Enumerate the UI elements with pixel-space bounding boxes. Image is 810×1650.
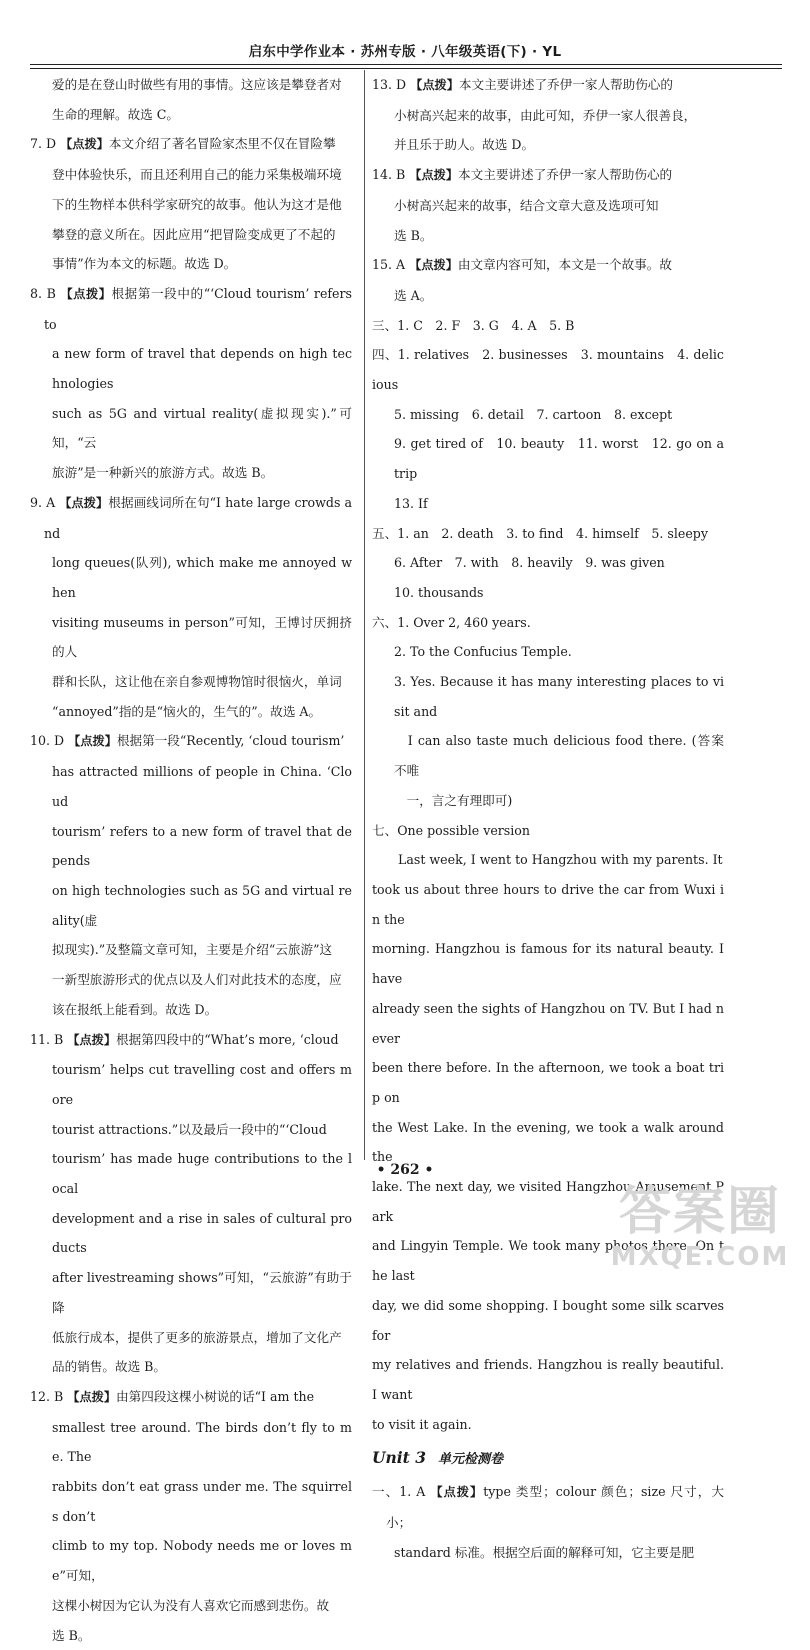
line-text: 本文介绍了著名冒险家杰里不仅在冒险攀 bbox=[108, 136, 336, 152]
text-line bbox=[372, 130, 724, 160]
text-line bbox=[30, 548, 352, 607]
line-text: 群和长队，这让他在亲自参观博物馆时很恼火，单词 bbox=[52, 674, 342, 690]
line-text: 13. If bbox=[394, 495, 428, 511]
hint-tag: 【点拨】 bbox=[59, 495, 109, 510]
line-text: 一，言之有理即可) bbox=[394, 792, 513, 808]
text-line bbox=[30, 1413, 352, 1472]
text-line bbox=[30, 100, 352, 130]
line-text: tourism’ helps cut travelling cost and offers more bbox=[52, 1062, 352, 1107]
text-line bbox=[372, 1350, 724, 1409]
hint-tag: 【点拨】 bbox=[68, 734, 117, 749]
text-line bbox=[30, 399, 352, 458]
page-number: • 262 • bbox=[376, 1162, 434, 1178]
text-line bbox=[30, 1025, 352, 1056]
line-text: lake. The next day, we visited Hangzhou Amusement Park bbox=[372, 1179, 724, 1224]
text-line bbox=[372, 875, 724, 934]
line-text: has attracted millions of people in China. ‘Cloud bbox=[52, 764, 352, 809]
text-line bbox=[372, 578, 724, 608]
right-column bbox=[372, 70, 724, 1567]
line-text: took us about three hours to drive the car from Wuxi in the bbox=[372, 881, 724, 927]
text-line bbox=[372, 429, 724, 488]
text-line bbox=[372, 548, 724, 578]
hint-tag: 【点拨】 bbox=[409, 258, 458, 273]
text-line bbox=[372, 845, 724, 875]
line-text: standard 标准。根据空后面的解释可知，它主要是肥 bbox=[394, 1544, 695, 1560]
line-text: 攀登的意义所在。因此应用“把冒险变成更了不起的 bbox=[52, 226, 336, 242]
line-text: smallest tree around. The birds don’t fly to me. The bbox=[52, 1419, 352, 1465]
text-line bbox=[372, 934, 724, 993]
line-text: 四、1. relatives 2. businesses 3. mountains 4. delicious bbox=[372, 347, 724, 393]
line-text: 品的销售。故选 B。 bbox=[52, 1359, 167, 1375]
text-line bbox=[30, 1472, 352, 1531]
unit-title: Unit 3 bbox=[372, 1448, 427, 1468]
text-line bbox=[372, 816, 724, 846]
text-line bbox=[372, 994, 724, 1053]
line-text: 选 B。 bbox=[394, 227, 433, 243]
text-line bbox=[30, 995, 352, 1025]
line-text: my relatives and friends. Hangzhou is really beautiful. I want bbox=[372, 1357, 724, 1402]
line-text: 这棵小树因为它认为没有人喜欢它而感到悲伤。故 bbox=[52, 1597, 330, 1613]
text-line bbox=[30, 279, 352, 339]
text-line bbox=[372, 786, 724, 816]
question-number: 一、1. A bbox=[372, 1484, 431, 1500]
line-text: 2. To the Confucius Temple. bbox=[394, 644, 572, 660]
text-line bbox=[30, 1621, 352, 1650]
question-number: 9. A bbox=[30, 494, 60, 510]
line-text: 本文主要讲述了乔伊一家人帮助伤心的 bbox=[458, 77, 673, 92]
text-line bbox=[30, 608, 352, 667]
question-number: 13. D bbox=[372, 77, 411, 92]
text-line bbox=[30, 488, 352, 548]
line-text: 七、One possible version bbox=[372, 822, 530, 838]
watermark-url: MXQE.COM bbox=[610, 1242, 790, 1272]
line-text: development and a rise in sales of cultural products bbox=[52, 1210, 352, 1256]
text-line bbox=[30, 1382, 352, 1413]
line-text: a new form of travel that depends on high technologies bbox=[52, 346, 352, 392]
hint-tag: 【点拨】 bbox=[67, 1389, 117, 1404]
watermark-logo bbox=[600, 1182, 800, 1278]
unit-heading bbox=[372, 1441, 724, 1477]
line-text: the West Lake. In the evening, we took a walk around the bbox=[372, 1119, 724, 1165]
header-rule-thin bbox=[30, 68, 782, 69]
question-number: 14. B bbox=[372, 167, 410, 183]
line-text: 拟现实).”及整篇文章可知，主要是介绍“云旅游”这 bbox=[52, 942, 333, 958]
hint-tag: 【点拨】 bbox=[67, 1032, 117, 1047]
line-text: 10. thousands bbox=[394, 584, 484, 600]
hint-tag: 【点拨】 bbox=[409, 168, 459, 183]
text-line bbox=[372, 281, 724, 311]
line-text: 登中体验快乐，而且还利用自己的能力采集极端环境 bbox=[52, 167, 342, 183]
line-text: 根据画线词所在句“I hate large crowds and bbox=[44, 494, 352, 541]
text-line bbox=[372, 101, 724, 131]
line-text: 5. missing 6. detail 7. cartoon 8. except bbox=[394, 406, 673, 422]
line-text: climb to my top. Nobody needs me or loves me”可知， bbox=[52, 1538, 352, 1584]
text-line bbox=[372, 70, 724, 101]
text-line bbox=[30, 935, 352, 965]
line-text: visiting museums in person”可知，王博讨厌拥挤的人 bbox=[52, 614, 352, 660]
text-line bbox=[30, 1204, 352, 1263]
text-line bbox=[30, 1591, 352, 1621]
text-line bbox=[30, 1115, 352, 1145]
line-text: 选 A。 bbox=[394, 287, 433, 303]
line-text: 六、1. Over 2, 460 years. bbox=[372, 614, 531, 630]
line-text: 五、1. an 2. death 3. to find 4. himself 5. sleepy bbox=[372, 525, 708, 541]
line-text: 由文章内容可知，本文是一个故事。故 bbox=[457, 257, 672, 273]
question-number: 12. B bbox=[30, 1388, 68, 1404]
line-text: rabbits don’t eat grass under me. The squirrels don’t bbox=[52, 1479, 352, 1524]
text-line bbox=[30, 876, 352, 935]
unit-subtitle: 单元检测卷 bbox=[438, 1452, 504, 1468]
text-line bbox=[30, 1263, 352, 1322]
text-line bbox=[372, 250, 724, 281]
line-text: been there before. In the afternoon, we took a boat trip on bbox=[372, 1060, 724, 1105]
line-text: 一新型旅游形式的优点以及人们对此技术的态度，应 bbox=[52, 972, 342, 988]
line-text: and Lingyin Temple. We took many photos there. On the last bbox=[372, 1238, 724, 1284]
line-text: 6. After 7. with 8. heavily 9. was given bbox=[394, 555, 665, 571]
line-text: 选 B。 bbox=[52, 1627, 91, 1643]
line-text: 9. get tired of 10. beauty 11. worst 12. go on a trip bbox=[394, 436, 724, 482]
text-line bbox=[30, 249, 352, 279]
text-line bbox=[30, 965, 352, 995]
text-line bbox=[372, 637, 724, 667]
line-text: 小树高兴起来的故事，由此可知，乔伊一家人很善良， bbox=[394, 107, 697, 123]
question-number: 10. D bbox=[30, 733, 69, 749]
text-line bbox=[372, 1477, 724, 1537]
text-line bbox=[372, 400, 724, 430]
unit-answers bbox=[372, 1477, 724, 1567]
text-line bbox=[372, 1410, 724, 1440]
line-text: tourism’ has made huge contributions to the local bbox=[52, 1151, 352, 1197]
line-text: day, we did some shopping. I bought some silk scarves for bbox=[372, 1297, 724, 1343]
text-line bbox=[30, 458, 352, 488]
hint-tag: 【点拨】 bbox=[430, 1485, 484, 1500]
line-text: 事情”作为本文的标题。故选 D。 bbox=[52, 256, 237, 272]
text-line bbox=[372, 160, 724, 191]
line-text: morning. Hangzhou is famous for its natural beauty. I have bbox=[372, 941, 724, 987]
line-text: 由第四段这棵小树说的话“I am the bbox=[116, 1388, 315, 1404]
line-text: 并且乐于助人。故选 D。 bbox=[394, 137, 535, 153]
text-line bbox=[30, 190, 352, 220]
line-text: 低旅行成本，提供了更多的旅游景点，增加了文化产 bbox=[52, 1329, 342, 1345]
line-text: such as 5G and virtual reality(虚拟现实).”可知，“云 bbox=[52, 405, 352, 451]
text-line bbox=[30, 817, 352, 876]
text-line bbox=[30, 1352, 352, 1382]
text-line bbox=[372, 608, 724, 638]
line-text: tourism’ refers to a new form of travel that depends bbox=[52, 823, 352, 869]
line-text: 爱的是在登山时做些有用的事情。这应该是攀登者对 bbox=[52, 77, 342, 92]
question-number: 15. A bbox=[372, 257, 410, 273]
line-text: already seen the sights of Hangzhou on TV. But I had never bbox=[372, 1000, 724, 1046]
line-text: type 类型；colour 颜色；size 尺寸，大小； bbox=[386, 1484, 725, 1531]
question-number: 7. D bbox=[30, 136, 61, 152]
text-line bbox=[30, 757, 352, 816]
text-line bbox=[30, 129, 352, 160]
line-text: 该在报纸上能看到。故选 D。 bbox=[52, 1001, 218, 1017]
line-text: 生命的理解。故选 C。 bbox=[52, 106, 179, 122]
text-line bbox=[372, 726, 724, 785]
text-line bbox=[372, 1538, 724, 1568]
text-line bbox=[30, 1055, 352, 1114]
line-text: 三、1. C 2. F 3. G 4. A 5. B bbox=[372, 317, 575, 333]
line-text: I can also taste much delicious food there. (答案不唯 bbox=[394, 733, 724, 779]
text-line bbox=[372, 191, 724, 221]
text-line bbox=[372, 221, 724, 251]
text-line bbox=[30, 667, 352, 697]
text-line bbox=[30, 70, 352, 100]
running-header: 启东中学作业本 · 苏州专版 · 八年级英语(下) · YL bbox=[248, 44, 562, 60]
text-line bbox=[372, 1291, 724, 1350]
line-text: 根据第一段“Recently, ‘cloud tourism’ bbox=[116, 733, 345, 749]
line-text: to visit it again. bbox=[372, 1416, 472, 1432]
header-rule bbox=[30, 64, 782, 65]
line-text: long queues(队列), which make me annoyed when bbox=[52, 555, 352, 600]
text-line bbox=[30, 697, 352, 727]
hint-tag: 【点拨】 bbox=[60, 286, 112, 301]
text-line bbox=[30, 339, 352, 398]
line-text: after livestreaming shows”可知，“云旅游”有助于降 bbox=[52, 1270, 352, 1315]
text-line bbox=[30, 160, 352, 190]
text-line bbox=[372, 489, 724, 519]
line-text: 下的生物样本供科学家研究的故事。他认为这才是他 bbox=[52, 196, 342, 212]
line-text: 小树高兴起来的故事，结合文章大意及选项可知 bbox=[394, 197, 659, 213]
watermark-text: 答案圈 bbox=[618, 1182, 781, 1242]
line-text: on high technologies such as 5G and virtual reality(虚 bbox=[52, 882, 352, 928]
text-line bbox=[372, 667, 724, 726]
column-divider bbox=[364, 70, 365, 1160]
text-line bbox=[372, 519, 724, 549]
question-number: 8. B bbox=[30, 285, 61, 301]
text-line bbox=[30, 1323, 352, 1353]
text-line bbox=[30, 1531, 352, 1590]
text-line bbox=[372, 311, 724, 341]
line-text: 3. Yes. Because it has many interesting places to visit and bbox=[394, 674, 724, 719]
left-column bbox=[30, 70, 352, 1650]
line-text: “annoyed”指的是“恼火的，生气的”。故选 A。 bbox=[52, 703, 322, 719]
text-line bbox=[372, 1053, 724, 1112]
line-text: tourist attractions.”以及最后一段中的“‘Cloud bbox=[52, 1121, 327, 1137]
question-number: 11. B bbox=[30, 1031, 68, 1047]
text-line bbox=[30, 220, 352, 250]
text-line bbox=[372, 340, 724, 399]
line-text: 根据第一段中的“‘Cloud tourism’ refers to bbox=[44, 285, 352, 332]
hint-tag: 【点拨】 bbox=[410, 78, 459, 92]
line-text: 根据第四段中的“What’s more, ‘cloud bbox=[116, 1031, 339, 1047]
line-text: 本文主要讲述了乔伊一家人帮助伤心的 bbox=[458, 167, 673, 183]
text-line bbox=[30, 726, 352, 757]
line-text: Last week, I went to Hangzhou with my parents. It bbox=[398, 852, 723, 868]
line-text: 旅游”是一种新兴的旅游方式。故选 B。 bbox=[52, 465, 274, 481]
hint-tag: 【点拨】 bbox=[60, 137, 109, 152]
